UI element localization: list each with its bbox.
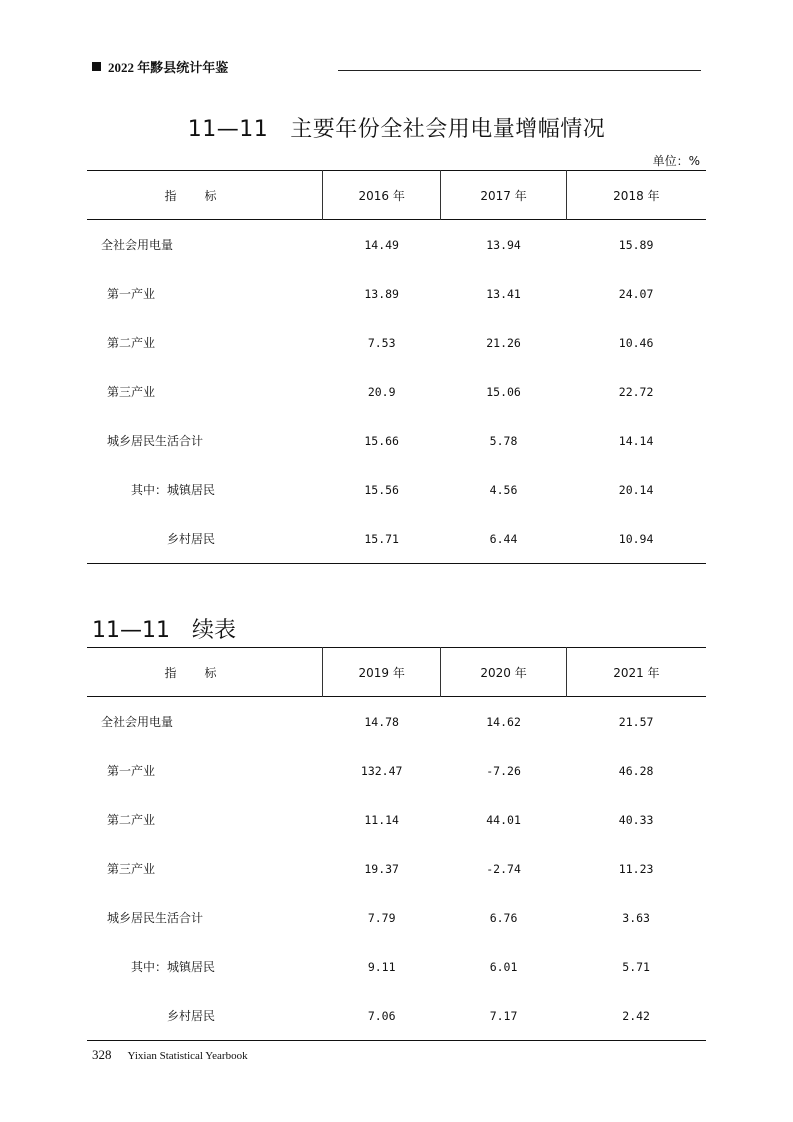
cell-value: 6.01	[489, 959, 518, 974]
cell-value: 11.23	[618, 861, 654, 876]
row-label: 第三产业	[107, 385, 156, 399]
table-row	[87, 465, 706, 514]
table-row	[87, 514, 706, 564]
running-title: 2022 年黟县统计年鉴	[108, 59, 229, 75]
cell-value: 20.9	[367, 384, 396, 399]
indicator-header: 指标	[164, 188, 245, 203]
table-row	[87, 367, 706, 416]
table-row	[87, 991, 706, 1041]
cell-value: 5.71	[622, 959, 650, 974]
row-label: 其中：城镇居民	[131, 483, 216, 497]
table-header-row	[87, 171, 706, 220]
cell-value: 14.49	[364, 237, 399, 252]
cell-value: 15.66	[364, 433, 399, 448]
cell-value: 24.07	[618, 286, 654, 301]
table-title-text: 主要年份全社会用电量增幅情况	[290, 117, 606, 142]
cell-value: 14.62	[486, 714, 521, 729]
page-number: 328	[92, 1047, 112, 1062]
cell-value: 15.89	[618, 237, 654, 252]
row-label: 第二产业	[107, 336, 156, 350]
header-rule	[338, 70, 701, 71]
table-title	[0, 112, 793, 143]
table-row	[87, 746, 706, 795]
cell-value: 5.78	[489, 433, 518, 448]
cell-value: 11.14	[364, 812, 399, 827]
row-label: 乡村居民	[87, 991, 322, 1041]
continued-title-text: 续表	[192, 618, 237, 643]
cell-value: 10.94	[566, 514, 706, 564]
table-row	[87, 697, 706, 747]
cell-value: 15.56	[364, 482, 399, 497]
cell-value: 14.78	[364, 714, 399, 729]
cell-value: 7.06	[322, 991, 440, 1041]
cell-value: 13.41	[486, 286, 521, 301]
row-label: 城乡居民生活合计	[107, 911, 204, 925]
row-label: 其中：城镇居民	[131, 960, 216, 974]
publication-name: Yixian Statistical Yearbook	[127, 1050, 248, 1062]
column-header: 2016 年	[322, 171, 440, 220]
cell-value: 10.46	[618, 335, 654, 350]
data-table-2019-2021	[87, 647, 706, 1041]
cell-value: 19.37	[364, 861, 399, 876]
indicator-header: 指标	[164, 665, 245, 680]
cell-value: 7.79	[367, 910, 396, 925]
cell-value: 40.33	[618, 812, 654, 827]
continued-table-number: 11—11	[92, 618, 170, 643]
cell-value: 21.57	[618, 714, 654, 729]
row-label: 第一产业	[107, 764, 156, 778]
column-header: 2018 年	[566, 171, 706, 220]
cell-value: 44.01	[486, 812, 521, 827]
running-header	[92, 56, 701, 76]
table-row	[87, 942, 706, 991]
cell-value: 4.56	[489, 482, 518, 497]
row-label: 第三产业	[107, 862, 156, 876]
cell-value: -2.74	[486, 861, 521, 876]
cell-value: 46.28	[618, 763, 654, 778]
cell-value: 15.06	[486, 384, 521, 399]
cell-value: 22.72	[618, 384, 654, 399]
table-row	[87, 269, 706, 318]
column-header: 2021 年	[566, 648, 706, 697]
table-row	[87, 318, 706, 367]
cell-value: 6.76	[489, 910, 518, 925]
table-row	[87, 220, 706, 270]
cell-value: 6.44	[441, 514, 566, 564]
table-row	[87, 893, 706, 942]
cell-value: 21.26	[486, 335, 521, 350]
row-label: 全社会用电量	[101, 238, 174, 252]
cell-value: 20.14	[618, 482, 654, 497]
cell-value: 13.89	[364, 286, 399, 301]
row-label: 第二产业	[107, 813, 156, 827]
continued-title	[92, 613, 236, 644]
table-number: 11—11	[187, 117, 269, 142]
cell-value: 132.47	[360, 763, 403, 778]
cell-value: -7.26	[486, 763, 521, 778]
page-footer	[92, 1047, 248, 1063]
cell-value: 9.11	[367, 959, 396, 974]
row-label: 乡村居民	[87, 514, 322, 564]
cell-value: 3.63	[622, 910, 650, 925]
unit-label: 单位：%	[652, 154, 700, 168]
cell-value: 7.17	[441, 991, 566, 1041]
cell-value: 15.71	[322, 514, 440, 564]
column-header: 2020 年	[441, 648, 566, 697]
data-table-2016-2018	[87, 170, 706, 564]
table-header-row	[87, 648, 706, 697]
row-label: 城乡居民生活合计	[107, 434, 204, 448]
cell-value: 7.53	[367, 335, 396, 350]
column-header: 2017 年	[441, 171, 566, 220]
cell-value: 14.14	[618, 433, 654, 448]
column-header: 2019 年	[322, 648, 440, 697]
cell-value: 2.42	[566, 991, 706, 1041]
table-row	[87, 416, 706, 465]
table-row	[87, 844, 706, 893]
square-bullet-icon	[92, 62, 101, 71]
row-label: 全社会用电量	[101, 715, 174, 729]
cell-value: 13.94	[486, 237, 521, 252]
row-label: 第一产业	[107, 287, 156, 301]
table-row	[87, 795, 706, 844]
